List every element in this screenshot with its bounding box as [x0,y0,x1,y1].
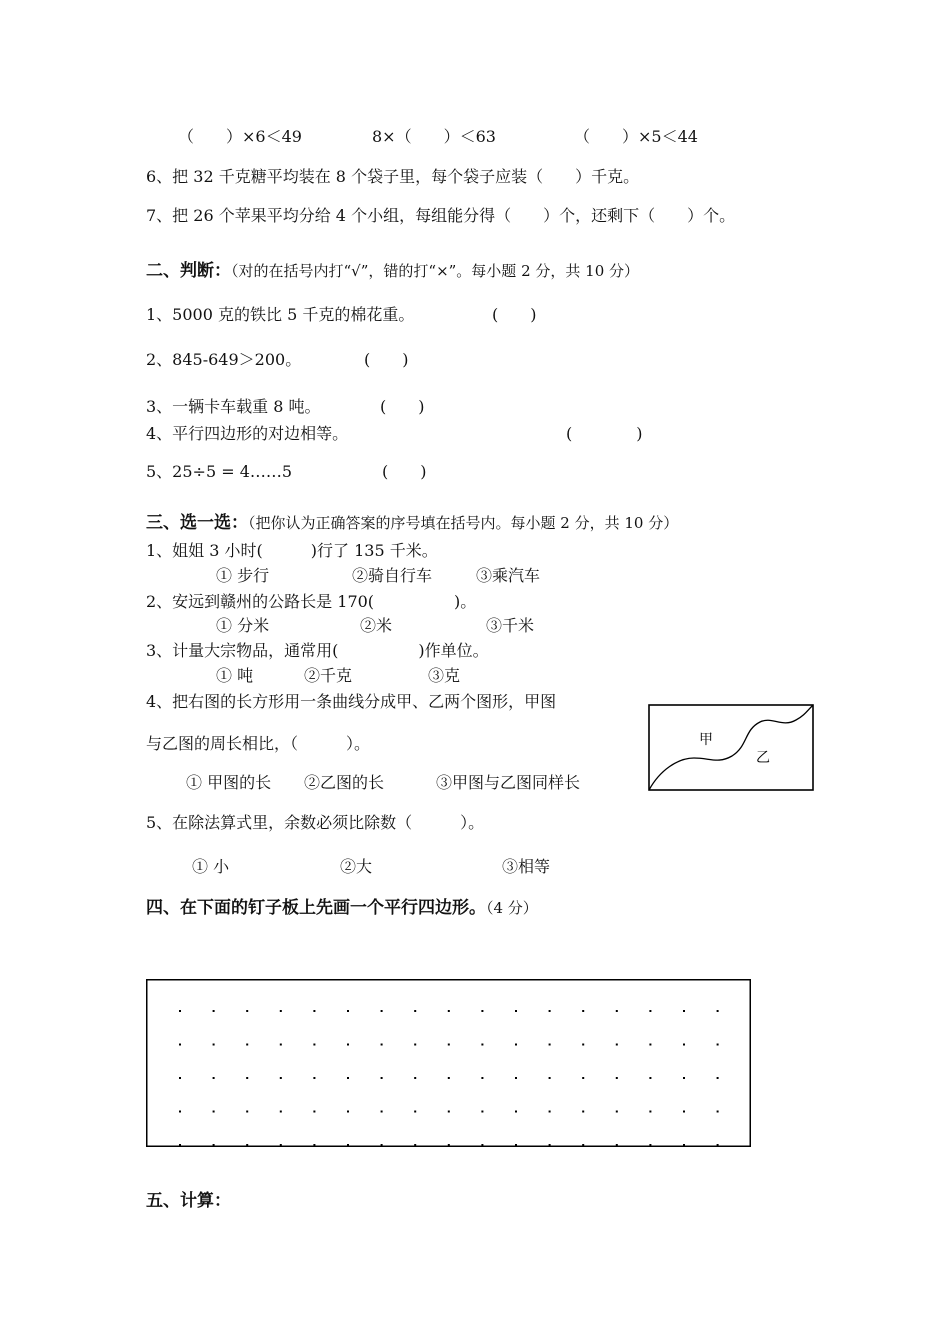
judge-answer-5[interactable]: ( ) [382,462,427,481]
peg-dot[interactable] [448,1010,450,1012]
judge-item-2: 2、845-649＞200。 [146,350,302,369]
peg-dot[interactable] [347,1111,349,1113]
judge-answer-2[interactable]: ( ) [364,350,409,369]
peg-dot[interactable] [582,1044,584,1046]
choice-question-1: 1、姐姐 3 小时( )行了 135 千米。 [146,541,438,560]
peg-dot[interactable] [549,1010,551,1012]
choice-question-2: 2、安远到赣州的公路长是 170( )。 [146,592,477,611]
peg-dot[interactable] [246,1144,248,1146]
peg-dot[interactable] [179,1010,181,1012]
peg-dot[interactable] [549,1077,551,1079]
peg-dot[interactable] [515,1111,517,1113]
peg-dot[interactable] [347,1077,349,1079]
peg-dot[interactable] [582,1111,584,1113]
peg-dot[interactable] [616,1111,618,1113]
q1-option-a[interactable]: ① 步行 [216,566,270,585]
peg-dot[interactable] [549,1144,551,1146]
question-7: 7、把 26 个苹果平均分给 4 个小组，每组能分得（ ）个，还剩下（ ）个。 [146,206,736,225]
peg-dot[interactable] [448,1044,450,1046]
section-3-note: （把你认为正确答案的序号填在括号内。每小题 2 分，共 10 分） [248,514,679,532]
peg-dot[interactable] [616,1044,618,1046]
section-2-note: （对的在括号内打“√”，错的打“×”。每小题 2 分，共 10 分） [231,262,640,280]
peg-dot[interactable] [683,1077,685,1079]
judge-item-4: 4、平行四边形的对边相等。 [146,424,349,443]
peg-dot[interactable] [246,1010,248,1012]
peg-dot[interactable] [481,1044,483,1046]
peg-dot[interactable] [313,1044,315,1046]
section-5-title: 五、计算： [146,1191,231,1211]
peg-dot[interactable] [717,1010,719,1012]
inequality-3: （ ）×5＜44 [574,127,698,146]
judge-item-1: 1、5000 克的铁比 5 千克的棉花重。 [146,305,415,324]
peg-dot[interactable] [750,1010,751,1012]
peg-dot[interactable] [515,1144,517,1146]
peg-dot[interactable] [179,1044,181,1046]
peg-dot[interactable] [347,1144,349,1146]
rectangle-outline [649,705,813,790]
section-2-heading [146,260,639,282]
q3-option-c[interactable]: ③克 [428,666,461,685]
q2-option-a[interactable]: ① 分米 [216,616,270,635]
peg-dot[interactable] [515,1077,517,1079]
pegboard-border [147,980,751,1147]
peg-dot[interactable] [179,1077,181,1079]
peg-dot[interactable] [481,1077,483,1079]
peg-dot[interactable] [381,1077,383,1079]
judge-item-5: 5、25÷5 = 4……5 [146,462,293,481]
q3-option-a[interactable]: ① 吨 [216,666,254,685]
peg-dot[interactable] [313,1111,315,1113]
peg-dot[interactable] [448,1077,450,1079]
judge-answer-4[interactable]: ( ) [566,424,643,443]
inequality-1: （ ）×6＜49 [178,127,302,146]
peg-dot[interactable] [414,1111,416,1113]
peg-dot[interactable] [649,1144,651,1146]
peg-dot[interactable] [280,1111,282,1113]
peg-dot[interactable] [448,1111,450,1113]
peg-dot[interactable] [481,1010,483,1012]
peg-dot[interactable] [515,1044,517,1046]
peg-dot[interactable] [313,1144,315,1146]
peg-dot[interactable] [549,1044,551,1046]
figure-label-jia: 甲 [699,732,713,748]
peg-dot[interactable] [515,1010,517,1012]
peg-dot[interactable] [683,1144,685,1146]
peg-dot[interactable] [683,1111,685,1113]
figure-label-yi: 乙 [756,750,770,766]
peg-dot[interactable] [683,1044,685,1046]
peg-dot[interactable] [280,1144,282,1146]
section-2-title: 二、判断： [146,261,231,281]
peg-dot[interactable] [280,1010,282,1012]
section-3-title: 三、选一选： [146,513,248,533]
peg-dot[interactable] [347,1010,349,1012]
peg-dot[interactable] [414,1077,416,1079]
peg-dot[interactable] [750,1077,751,1079]
peg-dot[interactable] [750,1111,751,1113]
peg-dot[interactable] [213,1077,215,1079]
q2-option-b[interactable]: ②米 [360,616,393,635]
section-3-heading [146,512,678,534]
peg-dot[interactable] [582,1077,584,1079]
peg-dot[interactable] [717,1077,719,1079]
peg-dot[interactable] [448,1144,450,1146]
peg-dot[interactable] [649,1010,651,1012]
peg-dot[interactable] [616,1144,618,1146]
peg-dot[interactable] [750,1044,751,1046]
peg-dot[interactable] [683,1010,685,1012]
peg-dot[interactable] [414,1144,416,1146]
q4-option-a[interactable]: ① 甲图的长 [186,773,272,792]
choice-question-4-line1: 4、把右图的长方形用一条曲线分成甲、乙两个图形，甲图 [146,692,557,711]
q5-option-a[interactable]: ① 小 [192,857,230,876]
q2-option-c[interactable]: ③千米 [486,616,535,635]
rectangle-figure [648,704,814,791]
peg-dot[interactable] [717,1044,719,1046]
section-4-title: 四、在下面的钉子板上先画一个平行四边形。 [146,898,486,918]
choice-question-4-line2: 与乙图的周长相比，（ ）。 [146,734,371,753]
peg-dot[interactable] [179,1144,181,1146]
judge-item-3: 3、一辆卡车载重 8 吨。 [146,397,321,416]
peg-dot[interactable] [280,1044,282,1046]
q3-option-b[interactable]: ②千克 [304,666,353,685]
q1-option-c[interactable]: ③乘汽车 [476,566,541,585]
peg-dot[interactable] [347,1044,349,1046]
peg-dot[interactable] [616,1010,618,1012]
inequality-2: 8×（ ）＜63 [372,127,496,146]
q1-option-b[interactable]: ②骑自行车 [352,566,433,585]
peg-dot[interactable] [649,1044,651,1046]
peg-dot[interactable] [246,1111,248,1113]
judge-answer-3[interactable]: ( ) [380,397,425,416]
peg-dot[interactable] [481,1144,483,1146]
peg-dot[interactable] [313,1010,315,1012]
peg-dot[interactable] [717,1111,719,1113]
choice-question-3: 3、计量大宗物品，通常用( )作单位。 [146,641,489,660]
peg-dot[interactable] [582,1010,584,1012]
section-4-note: （4 分） [486,899,538,917]
peg-dot[interactable] [649,1111,651,1113]
peg-dot[interactable] [246,1044,248,1046]
peg-dot[interactable] [381,1144,383,1146]
peg-dot[interactable] [213,1144,215,1146]
peg-dot[interactable] [381,1044,383,1046]
peg-dot[interactable] [549,1111,551,1113]
q5-option-c[interactable]: ③相等 [502,857,551,876]
peg-dot[interactable] [616,1077,618,1079]
peg-dot[interactable] [381,1111,383,1113]
peg-dot[interactable] [481,1111,483,1113]
pegboard[interactable] [146,979,751,1147]
section-4-heading [146,897,538,919]
peg-dot[interactable] [750,1144,751,1146]
peg-dot[interactable] [717,1144,719,1146]
peg-dot[interactable] [213,1111,215,1113]
choice-question-5: 5、在除法算式里，余数必须比除数（ ）。 [146,813,485,832]
peg-dot[interactable] [246,1077,248,1079]
peg-dot[interactable] [649,1077,651,1079]
peg-dot[interactable] [213,1044,215,1046]
peg-dot[interactable] [582,1144,584,1146]
peg-dot[interactable] [179,1111,181,1113]
peg-dot[interactable] [414,1044,416,1046]
peg-dot[interactable] [414,1010,416,1012]
dividing-curve [649,705,813,790]
peg-dot[interactable] [213,1010,215,1012]
q4-option-b[interactable]: ②乙图的长 [304,773,385,792]
peg-dot[interactable] [381,1010,383,1012]
q5-option-b[interactable]: ②大 [340,857,373,876]
q4-option-c[interactable]: ③甲图与乙图同样长 [436,773,581,792]
question-6: 6、把 32 千克糖平均装在 8 个袋子里，每个袋子应装（ ）千克。 [146,167,640,186]
judge-answer-1[interactable]: ( ) [492,305,537,324]
peg-dot[interactable] [313,1077,315,1079]
peg-dot[interactable] [280,1077,282,1079]
